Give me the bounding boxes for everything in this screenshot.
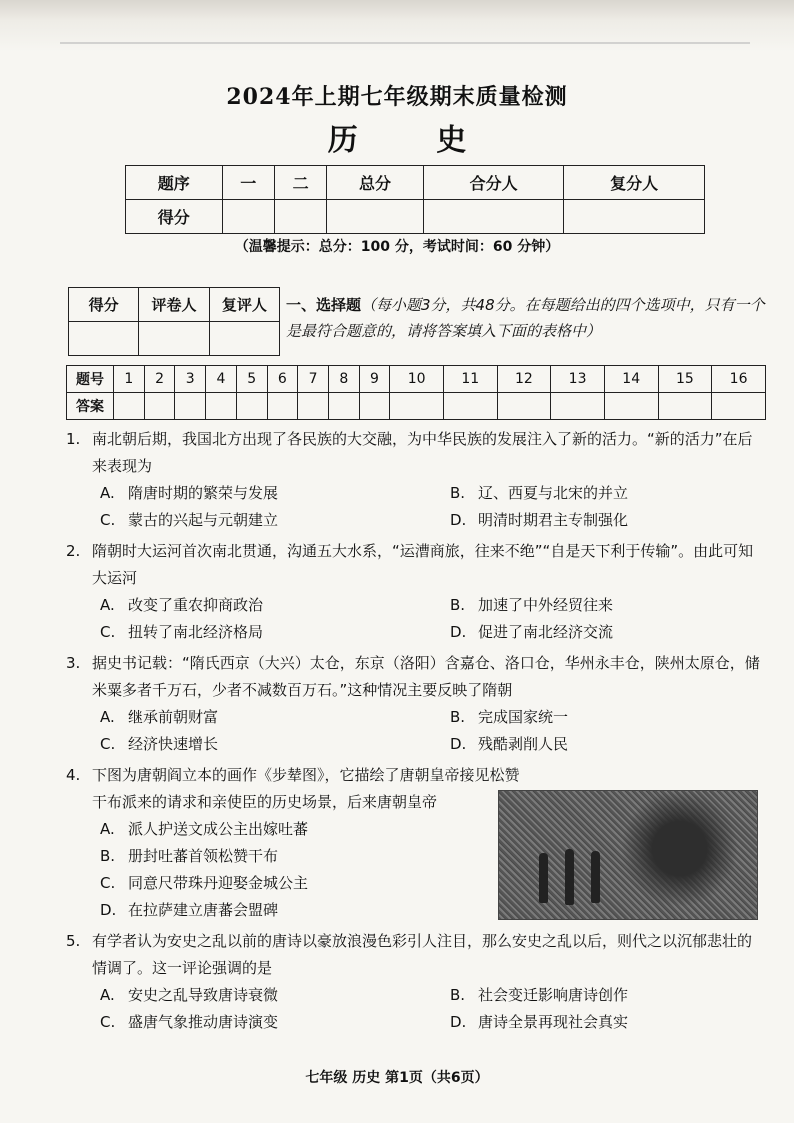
- answer-num-cell: 2: [144, 366, 175, 393]
- answer-num-cell: 13: [551, 366, 605, 393]
- question-number: 3.: [66, 654, 81, 672]
- option-b[interactable]: B. 辽、西夏与北宋的并立: [450, 484, 629, 502]
- answer-num-cell: 4: [206, 366, 237, 393]
- option-d[interactable]: D. 在拉萨建立唐蕃会盟碑: [100, 901, 279, 919]
- score-header-cell: 二: [274, 166, 326, 200]
- grader-header-cell: 复评人: [209, 288, 279, 322]
- exam-hint: （温馨提示：总分：100 分，考试时间：60 分钟）: [234, 239, 560, 255]
- answer-blank-cell[interactable]: [497, 393, 551, 420]
- score-header-cell: 总分: [327, 166, 424, 200]
- answer-blank-cell[interactable]: [328, 393, 359, 420]
- option-d[interactable]: D. 明清时期君主专制强化: [450, 511, 629, 529]
- score-header-cell: 题序: [126, 166, 223, 200]
- answer-blank-cell[interactable]: [604, 393, 658, 420]
- answer-blank-cell[interactable]: [712, 393, 766, 420]
- answer-num-cell: 15: [658, 366, 712, 393]
- question-text: 据史书记载：“隋氏西京（大兴）太仓，东京（洛阳）含嘉仓、洛口仓，华州永丰仓，陕州太原仓，储米粟多者千万石，少者不减数百万石。”这种情况主要反映了隋朝: [92, 654, 760, 699]
- grader-table: [68, 287, 280, 356]
- question-stem: [66, 928, 766, 982]
- grader-blank-cell[interactable]: [69, 322, 139, 356]
- question-5: [66, 928, 766, 1036]
- answer-blank-cell[interactable]: [390, 393, 444, 420]
- score-header-cell: 一: [222, 166, 274, 200]
- answer-blank-cell[interactable]: [267, 393, 298, 420]
- answer-num-cell: 14: [604, 366, 658, 393]
- answer-num-cell: 16: [712, 366, 766, 393]
- option-d[interactable]: D. 残酷剥削人民: [450, 735, 569, 753]
- answer-blank-cell[interactable]: [359, 393, 390, 420]
- scan-line: [60, 42, 750, 44]
- section-note: （每小题3分，共48分。在每题给出的四个选项中，只有一个是最符合题意的，请将答案填入下面的表格中）: [286, 296, 765, 340]
- answer-blank-cell[interactable]: [551, 393, 605, 420]
- answer-num-cell: 11: [443, 366, 497, 393]
- answer-num-row: [67, 366, 766, 393]
- answer-blank-cell[interactable]: [175, 393, 206, 420]
- question-3: [66, 650, 766, 758]
- answer-blank-cell[interactable]: [443, 393, 497, 420]
- answer-num-cell: 5: [236, 366, 267, 393]
- question-number: 2.: [66, 542, 81, 560]
- exam-subject: 历 史: [327, 123, 501, 158]
- option-list: [66, 592, 766, 646]
- grader-header-cell: 评卷人: [139, 288, 209, 322]
- option-a[interactable]: A. 继承前朝财富: [100, 708, 219, 726]
- score-header-cell: 合分人: [423, 166, 564, 200]
- option-c[interactable]: C. 盛唐气象推动唐诗演变: [100, 1013, 279, 1031]
- question-stem: [66, 426, 766, 480]
- grader-header-cell: 得分: [69, 288, 139, 322]
- question-number: 5.: [66, 932, 81, 950]
- answer-blank-cell[interactable]: [114, 393, 145, 420]
- option-list: [66, 480, 766, 534]
- question-stem: [66, 762, 522, 816]
- option-b[interactable]: B. 社会变迁影响唐诗创作: [450, 986, 629, 1004]
- score-blank-cell[interactable]: [423, 200, 564, 234]
- answer-num-label: 题号: [67, 366, 114, 393]
- question-1: [66, 426, 766, 534]
- question-text: 下图为唐朝阎立本的画作《步辇图》，它描绘了唐朝皇帝接见松赞干布派来的请求和亲使臣的历史场景，后来唐朝皇帝: [92, 766, 520, 811]
- painting-figure: [591, 851, 600, 903]
- score-value-row: [126, 200, 705, 234]
- answer-blank-cell[interactable]: [658, 393, 712, 420]
- score-header-row: [126, 166, 705, 200]
- section-title: 一、选择题: [286, 296, 362, 314]
- score-header-cell: 复分人: [564, 166, 705, 200]
- grader-blank-cell[interactable]: [209, 322, 279, 356]
- option-a[interactable]: A. 改变了重农抑商政治: [100, 596, 264, 614]
- answer-blank-cell[interactable]: [236, 393, 267, 420]
- option-a[interactable]: A. 隋唐时期的繁荣与发展: [100, 484, 279, 502]
- answer-table: [66, 365, 766, 420]
- question-text: 隋朝时大运河首次南北贯通，沟通五大水系，“运漕商旅，往来不绝”“自是天下利于传输”。由此可知大运河: [92, 542, 754, 587]
- option-d[interactable]: D. 唐诗全景再现社会真实: [450, 1013, 629, 1031]
- question-stem: [66, 650, 766, 704]
- option-c[interactable]: C. 经济快速增长: [100, 735, 219, 753]
- painting-figure: [539, 853, 548, 903]
- answer-num-cell: 7: [298, 366, 329, 393]
- answer-num-cell: 6: [267, 366, 298, 393]
- option-d[interactable]: D. 促进了南北经济交流: [450, 623, 614, 641]
- painting-image: [498, 790, 758, 920]
- option-c[interactable]: C. 蒙古的兴起与元朝建立: [100, 511, 279, 529]
- answer-blank-cell[interactable]: [206, 393, 237, 420]
- option-list: [66, 704, 766, 758]
- option-b[interactable]: B. 加速了中外经贸往来: [450, 596, 614, 614]
- question-2: [66, 538, 766, 646]
- score-blank-cell[interactable]: [327, 200, 424, 234]
- question-stem: [66, 538, 766, 592]
- answer-num-cell: 3: [175, 366, 206, 393]
- question-number: 4.: [66, 766, 81, 784]
- score-table: [125, 165, 705, 234]
- scan-edge: [0, 0, 794, 52]
- score-blank-cell[interactable]: [222, 200, 274, 234]
- page-footer: 七年级 历史 第1页（共6页）: [305, 1070, 489, 1086]
- option-b[interactable]: B. 册封吐蕃首领松赞干布: [100, 847, 279, 865]
- answer-num-cell: 9: [359, 366, 390, 393]
- score-row-label: 得分: [126, 200, 223, 234]
- question-number: 1.: [66, 430, 81, 448]
- answer-blank-cell[interactable]: [144, 393, 175, 420]
- option-list: [66, 982, 766, 1036]
- answer-num-cell: 10: [390, 366, 444, 393]
- question-text: 南北朝后期，我国北方出现了各民族的大交融，为中华民族的发展注入了新的活力。“新的活力”在后来表现为: [92, 430, 753, 475]
- exam-title: 2024年上期七年级期末质量检测: [226, 84, 568, 110]
- painting-figure: [565, 849, 574, 905]
- option-a[interactable]: A. 派人护送文成公主出嫁吐蕃: [100, 820, 309, 838]
- answer-label: 答案: [67, 393, 114, 420]
- option-b[interactable]: B. 完成国家统一: [450, 708, 569, 726]
- section-heading: [286, 292, 766, 344]
- answer-num-cell: 1: [114, 366, 145, 393]
- answer-fill-row: [67, 393, 766, 420]
- option-c[interactable]: C. 扭转了南北经济格局: [100, 623, 264, 641]
- answer-num-cell: 8: [328, 366, 359, 393]
- score-blank-cell[interactable]: [564, 200, 705, 234]
- answer-num-cell: 12: [497, 366, 551, 393]
- grader-blank-cell[interactable]: [139, 322, 209, 356]
- option-a[interactable]: A. 安史之乱导致唐诗衰微: [100, 986, 279, 1004]
- question-text: 有学者认为安史之乱以前的唐诗以豪放浪漫色彩引人注目，那么安史之乱以后，则代之以沉郁悲壮的情调了。这一评论强调的是: [92, 932, 753, 977]
- option-c[interactable]: C. 同意尺带珠丹迎娶金城公主: [100, 874, 309, 892]
- score-blank-cell[interactable]: [274, 200, 326, 234]
- answer-blank-cell[interactable]: [298, 393, 329, 420]
